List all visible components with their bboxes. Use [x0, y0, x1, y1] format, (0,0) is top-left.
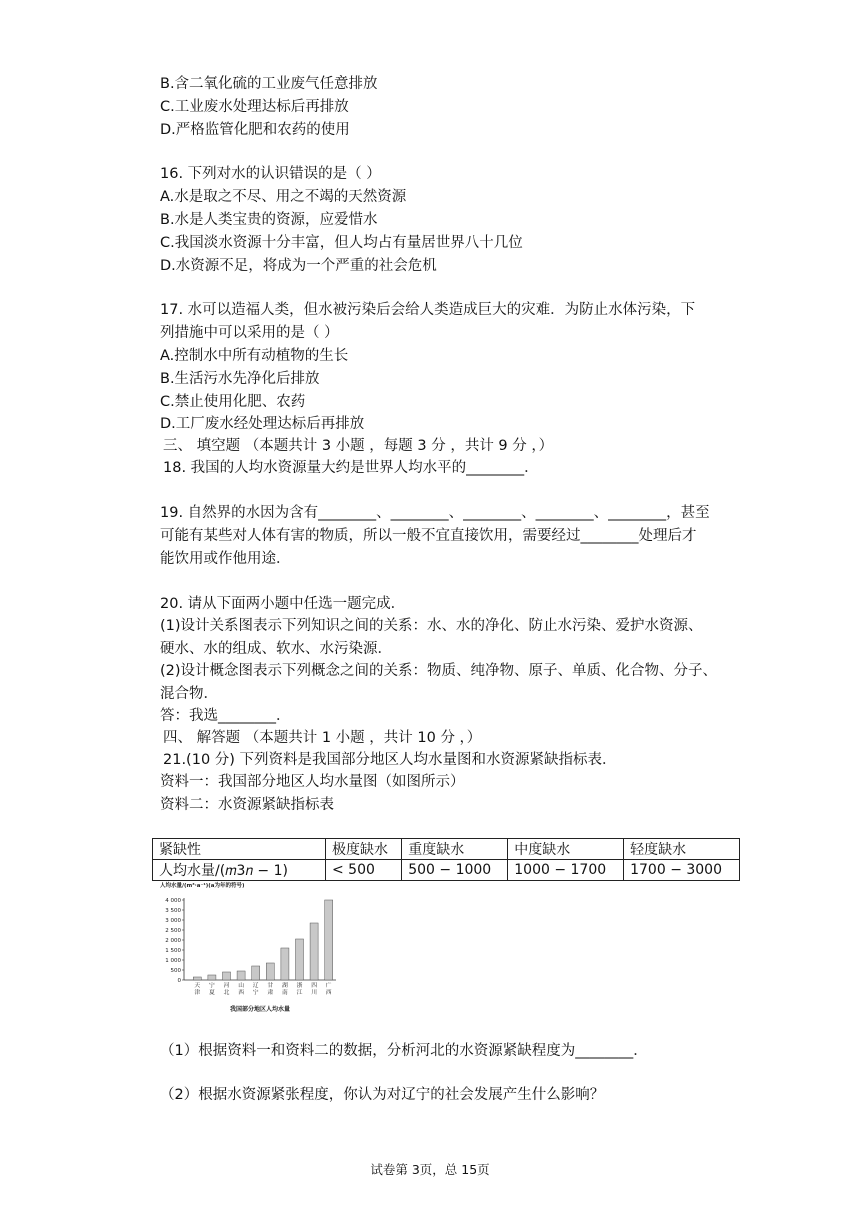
x-tick-label: 甘	[267, 983, 274, 989]
q21-material-2: 资料二：水资源紧缺指标表	[160, 797, 334, 813]
table-cell: 中度缺水	[508, 839, 624, 860]
x-tick-label: 四	[311, 983, 318, 989]
q20-part2-line1: (2)设计概念图表示下列概念之间的关系：物质、纯净物、原子、单质、化合物、分子、	[160, 663, 718, 679]
x-tick-label: 宁	[208, 983, 215, 989]
x-tick-label: 广	[325, 983, 332, 989]
table-cell: 极度缺水	[326, 839, 402, 860]
x-tick-label: 川	[311, 990, 318, 996]
x-tick-label: 山	[238, 983, 245, 989]
q15-option-b: B.含二氧化硫的工业废气任意排放	[160, 76, 378, 92]
section-3-heading: 三、 填空题 （本题共计 3 小题 ，每题 3 分 ，共计 9 分 ，）	[163, 438, 554, 454]
table-cell: 1000 − 1700	[508, 860, 624, 881]
x-tick-label: 天	[194, 983, 201, 989]
q16-stem: 16. 下列对水的认识错误的是（ ）	[160, 166, 381, 182]
y-tick-label: 1 500	[165, 948, 181, 954]
y-tick-label: 500	[170, 968, 181, 974]
q20-part1-line2: 硬水、水的组成、软水、水污染源．	[160, 641, 392, 657]
table-cell: 1700 − 3000	[624, 860, 740, 881]
q16-option-a: A.水是取之不尽、用之不竭的天然资源	[160, 189, 407, 205]
chart-bar	[325, 900, 333, 980]
y-tick-label: 0	[177, 978, 181, 984]
x-tick-label: 北	[223, 990, 230, 996]
chart-bar	[237, 971, 245, 980]
q17-stem-line1: 17. 水可以造福人类，但水被污染后会给人类造成巨大的灾难．为防止水体污染，下	[160, 302, 696, 318]
table-cell: 轻度缺水	[624, 839, 740, 860]
chart-bar	[310, 923, 318, 980]
q20-answer: 答：我选________．	[160, 708, 291, 724]
q15-option-c: C.工业废水处理达标后再排放	[160, 99, 349, 115]
q19-line1: 19. 自然界的水因为含有________、________、________、________、________，甚至	[160, 505, 710, 521]
page-footer: 试卷第 3页，总 15页	[370, 1162, 490, 1177]
x-tick-label: 辽	[252, 983, 259, 989]
x-tick-label: 河	[223, 983, 230, 989]
y-tick-label: 3 000	[165, 918, 181, 924]
table-header-row	[153, 839, 740, 860]
x-tick-label: 浙	[296, 983, 303, 989]
q15-option-d: D.严格监管化肥和农药的使用	[160, 122, 350, 138]
q21-sub1: （1）根据资料一和资料二的数据，分析河北的水资源紧缺程度为________．	[160, 1043, 648, 1059]
chart-x-label: 我国部分地区人均水量	[229, 1006, 291, 1013]
q18-text: 18. 我国的人均水资源量大约是世界人均水平的________．	[163, 460, 539, 476]
chart-bar	[266, 963, 274, 980]
chart-bar	[252, 966, 260, 980]
x-tick-label: 宁	[252, 990, 259, 996]
section-4-heading: 四、 解答题 （本题共计 1 小题 ，共计 10 分 ，）	[163, 730, 482, 746]
q20-stem: 20. 请从下面两小题中任选一题完成．	[160, 596, 406, 612]
q17-option-b: B.生活污水先净化后排放	[160, 371, 320, 387]
x-tick-label: 津	[194, 990, 201, 996]
table-cell: < 500	[326, 860, 402, 881]
y-tick-label: 1 000	[165, 958, 181, 964]
table-cell: 重度缺水	[402, 839, 508, 860]
q21-sub2: （2）根据水资源紧张程度，你认为对辽宁的社会发展产生什么影响？	[160, 1087, 605, 1103]
chart-bar	[208, 975, 216, 980]
q21-material-1: 资料一：我国部分地区人均水量图（如图所示）	[160, 774, 465, 790]
q20-part2-line2: 混合物．	[160, 686, 218, 702]
table-cell: 人均水量/(𝑚3𝑛 − 1)	[153, 860, 326, 881]
q19-line3: 能饮用或作他用途．	[160, 551, 291, 567]
water-shortage-table	[152, 838, 740, 881]
q16-option-c: C.我国淡水资源十分丰富，但人均占有量居世界八十几位	[160, 235, 523, 251]
q16-option-d: D.水资源不足，将成为一个严重的社会危机	[160, 258, 437, 274]
x-tick-label: 肃	[267, 990, 274, 996]
chart-bar	[281, 948, 289, 980]
x-tick-label: 南	[281, 990, 288, 996]
y-tick-label: 4 000	[165, 898, 181, 904]
chart-bar	[222, 972, 230, 980]
chart-title: 人均水量/(m³·a⁻¹)(a为年的符号)	[160, 883, 245, 889]
table-cell: 500 − 1000	[402, 860, 508, 881]
x-tick-label: 江	[296, 990, 303, 996]
chart-bar	[193, 977, 201, 980]
y-tick-label: 2 000	[165, 938, 181, 944]
q17-option-a: A.控制水中所有动植物的生长	[160, 348, 349, 364]
q16-option-b: B.水是人类宝贵的资源，应爱惜水	[160, 212, 378, 228]
y-tick-label: 3 500	[165, 908, 181, 914]
table-cell: 紧缺性	[153, 839, 326, 860]
q17-option-c: C.禁止使用化肥、农药	[160, 394, 306, 410]
q17-option-d: D.工厂废水经处理达标后再排放	[160, 416, 365, 432]
x-tick-label: 湖	[281, 983, 288, 989]
y-tick-label: 2 500	[165, 928, 181, 934]
water-per-capita-bar-chart	[158, 880, 343, 1015]
x-tick-label: 夏	[208, 990, 215, 996]
x-tick-label: 西	[238, 990, 245, 996]
x-tick-label: 西	[325, 990, 332, 996]
chart-bar	[295, 939, 303, 980]
q21-stem: 21.(10 分) 下列资料是我国部分地区人均水量图和水资源紧缺指标表．	[163, 752, 617, 768]
q17-stem-line2: 列措施中可以采用的是（ ）	[160, 325, 339, 341]
q19-line2: 可能有某些对人体有害的物质，所以一般不宜直接饮用，需要经过________处理后才	[160, 528, 697, 544]
q20-part1-line1: (1)设计关系图表示下列知识之间的关系：水、水的净化、防止水污染、爱护水资源、	[160, 618, 703, 634]
table-row	[153, 860, 740, 881]
